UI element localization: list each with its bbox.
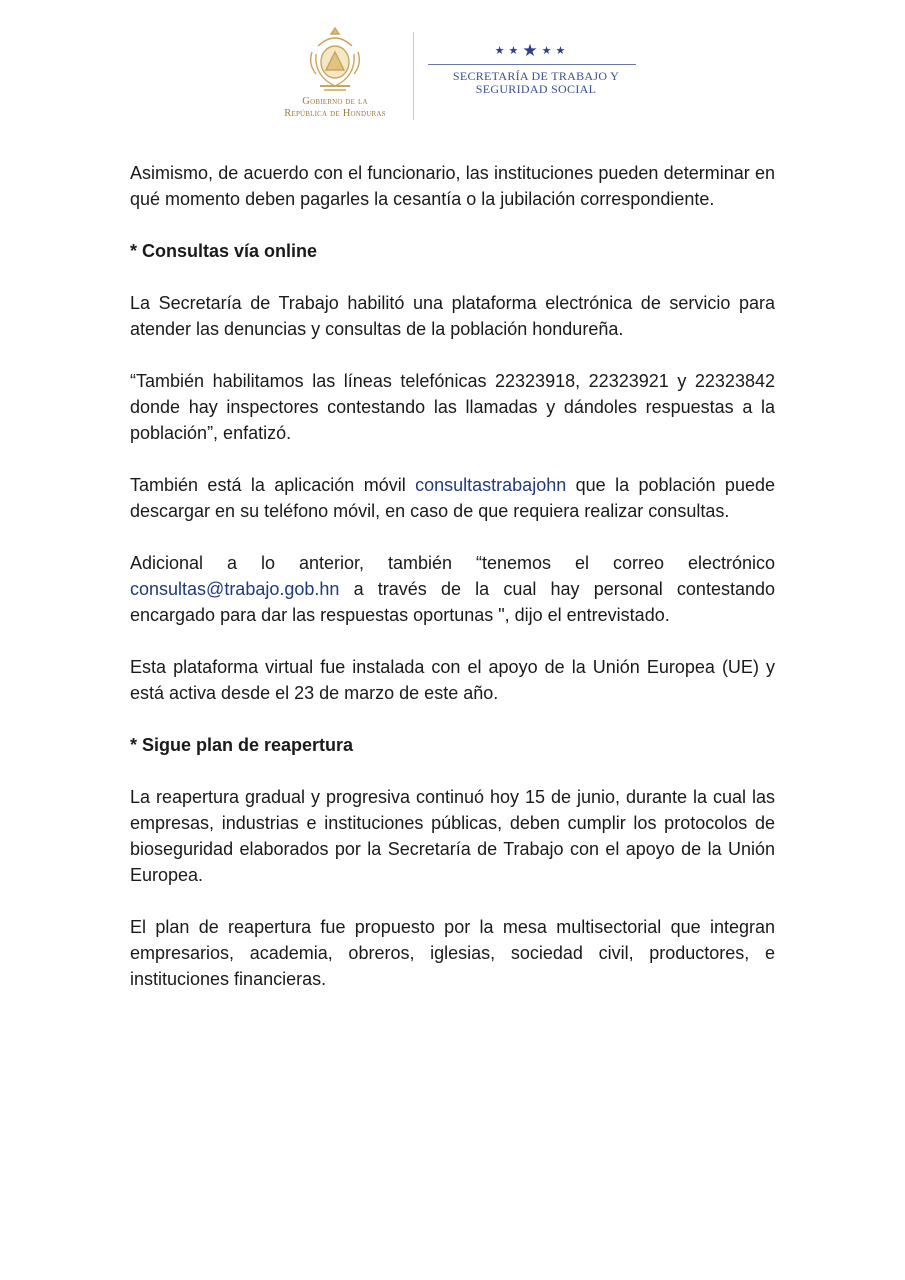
secretariat-line-1: SECRETARÍA DE TRABAJO Y bbox=[452, 69, 620, 83]
paragraph-6: Esta plataforma virtual fue instalada con el apoyo de la Unión Europea (UE) y está activa desde el 23 de marzo de este año. bbox=[130, 657, 775, 703]
header-rule bbox=[428, 64, 636, 65]
government-line-2: República de Honduras bbox=[284, 108, 386, 119]
paragraph-2: La Secretaría de Trabajo habilitó una plataforma electrónica de servicio para atender las denuncias y consultas de la población hondureña. bbox=[130, 293, 775, 339]
paragraph-1: Asimismo, de acuerdo con el funcionario, las instituciones pueden determinar en qué momento deben pagarles la cesantía o la jubilación correspondiente. bbox=[130, 163, 775, 209]
government-line-1: Gobierno de la bbox=[302, 96, 368, 107]
secretariat-name bbox=[436, 70, 636, 96]
paragraph-5-text-b: a través de la cual hay personal contestando encargado para dar las respuestas oportunas ", dijo el entrevistado. bbox=[130, 579, 775, 625]
paragraph-4-text-b: que la población puede descargar en su teléfono móvil, en caso de que requiera realizar consultas. bbox=[130, 475, 775, 521]
email-link[interactable]: consultas@trabajo.gob.hn bbox=[130, 579, 340, 599]
header-divider bbox=[413, 32, 414, 120]
paragraph-4-text-a: También está la aplicación móvil bbox=[130, 475, 416, 495]
secretariat-line-2: SEGURIDAD SOCIAL bbox=[475, 82, 597, 96]
paragraph-5 bbox=[130, 550, 775, 628]
article-body bbox=[130, 160, 775, 1018]
letterhead bbox=[0, 22, 905, 127]
coat-of-arms-icon bbox=[306, 24, 364, 94]
stars-icon: ★ ★ ★ ★ ★ bbox=[494, 40, 566, 61]
paragraph-3: “También habilitamos las líneas telefónicas 22323918, 22323921 y 22323842 donde hay inspectores contestando las llamadas y dándoles respuestas a la población”, enfatizó. bbox=[130, 371, 775, 443]
paragraph-5-text-a: Adicional a lo anterior, también “tenemos el correo electrónico bbox=[130, 553, 775, 573]
section-heading-reapertura: * Sigue plan de reapertura bbox=[130, 735, 354, 755]
government-name bbox=[260, 96, 410, 120]
paragraph-7: La reapertura gradual y progresiva continuó hoy 15 de junio, durante la cual las empresas, industrias e instituciones públicas, deben cumplir los protocolos de bioseguridad elaborados por la Secretaría de Trabajo con el apoyo de la Unión Europea. bbox=[130, 787, 775, 885]
paragraph-4 bbox=[130, 472, 775, 524]
section-heading-consultas: * Consultas vía online bbox=[130, 241, 318, 261]
paragraph-8: El plan de reapertura fue propuesto por la mesa multisectorial que integran empresarios, academia, obreros, iglesias, sociedad civil, productores, e instituciones financieras. bbox=[130, 917, 775, 989]
app-link[interactable]: consultastrabajohn bbox=[415, 475, 567, 495]
